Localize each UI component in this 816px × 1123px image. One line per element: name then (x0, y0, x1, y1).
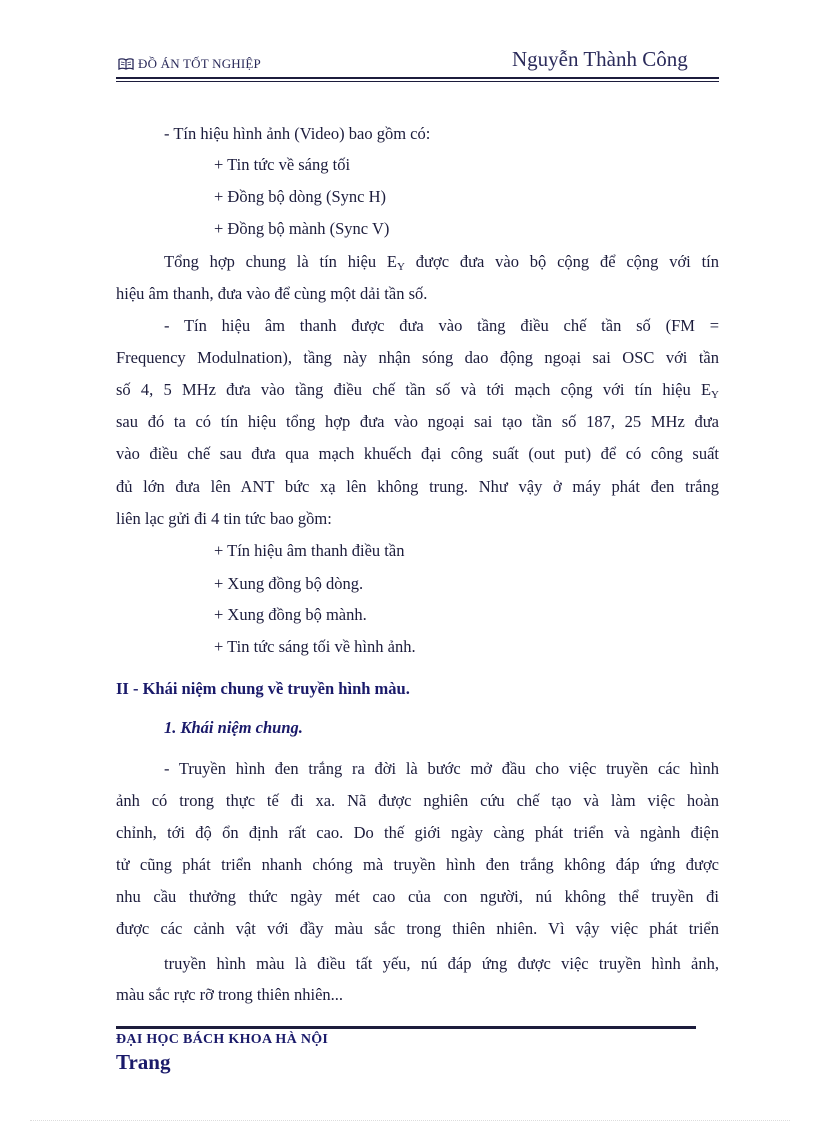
color-line: tử cũng phát triển nhanh chóng mà truyền hình đen trắng không đáp ứng được (116, 855, 719, 874)
page-bottom-border (30, 1120, 790, 1121)
audio-line (116, 378, 719, 402)
summary-text: được đưa vào bộ cộng để cộng với tín (404, 252, 719, 271)
subscript-y: Y (397, 261, 405, 273)
video-item: + Đồng bộ mành (Sync V) (214, 219, 390, 238)
footer-divider (116, 1026, 696, 1029)
audio-line: - Tín hiệu âm thanh được đưa vào tầng điều chế tần số (FM = (164, 316, 719, 335)
video-item: + Tin tức về sáng tối (214, 155, 351, 174)
color-line: được các cảnh vật với đầy màu sắc trong thiên nhiên. Vì vậy việc phát triển (116, 919, 719, 938)
book-icon (118, 58, 134, 70)
header-title (118, 56, 261, 72)
header-author: Nguyễn Thành Công (512, 47, 688, 71)
color-line: màu sắc rực rỡ trong thiên nhiên... (116, 985, 344, 1004)
header-divider-thin (116, 81, 719, 82)
audio-line: sau đó ta có tín hiệu tổng hợp đưa vào ngoại sai tạo tần số 187, 25 MHz đưa (116, 412, 719, 431)
audio-item: + Xung đồng bộ mành. (214, 605, 367, 624)
color-line: - Truyền hình đen trắng ra đời là bước mở đầu cho việc truyền các hình (164, 759, 719, 778)
video-intro: - Tín hiệu hình ảnh (Video) bao gồm có: (164, 124, 431, 143)
video-item: + Đồng bộ dòng (Sync H) (214, 187, 387, 206)
audio-line: liên lạc gửi đi 4 tin tức bao gồm: (116, 509, 332, 528)
audio-line: vào điều chế sau đưa qua mạch khuếch đại công suất (out put) để có công suất (116, 444, 719, 463)
color-line: nhu cầu thưởng thức ngày mét cao của con người, nú không thể truyền đi (116, 887, 719, 906)
audio-item: + Xung đồng bộ dòng. (214, 574, 364, 593)
audio-text: số 4, 5 MHz đưa vào tầng điều chế tần số và tới mạch cộng với tín hiệu E (116, 380, 712, 399)
audio-line: đủ lớn đưa lên ANT bức xạ lên không trung. Như vậy ở máy phát đen trắng (116, 477, 719, 496)
header-left-title: ĐỒ ÁN TỐT NGHIỆP (138, 56, 261, 71)
subscript-y: Y (711, 389, 719, 401)
color-line: ảnh có trong thực tế đi xa. Nã được nghiên cứu chế tạo và làm việc hoàn (116, 791, 719, 810)
audio-item: + Tin tức sáng tối về hình ảnh. (214, 637, 416, 656)
summary-line (164, 250, 719, 274)
color-line: truyền hình màu là điều tất yếu, nú đáp ứng được việc truyền hình ảnh, (164, 954, 719, 973)
section-heading: II - Khái niệm chung về truyền hình màu. (116, 679, 410, 698)
header-divider (116, 77, 719, 79)
audio-item: + Tín hiệu âm thanh điều tần (214, 541, 405, 560)
audio-line: Frequency Modulnation), tầng này nhận sóng dao động ngoại sai OSC với tần (116, 348, 719, 367)
summary-line: hiệu âm thanh, đưa vào để cùng một dải tần số. (116, 284, 428, 303)
subsection-heading: 1. Khái niệm chung. (164, 718, 303, 737)
summary-text: Tổng hợp chung là tín hiệu E (164, 252, 398, 271)
footer-page-label: Trang (116, 1050, 171, 1074)
footer-institution: ĐẠI HỌC BÁCH KHOA HÀ NỘI (116, 1032, 329, 1047)
color-line: chỉnh, tới độ ổn định rất cao. Do thế giới ngày càng phát triển và ngành điện (116, 823, 719, 842)
